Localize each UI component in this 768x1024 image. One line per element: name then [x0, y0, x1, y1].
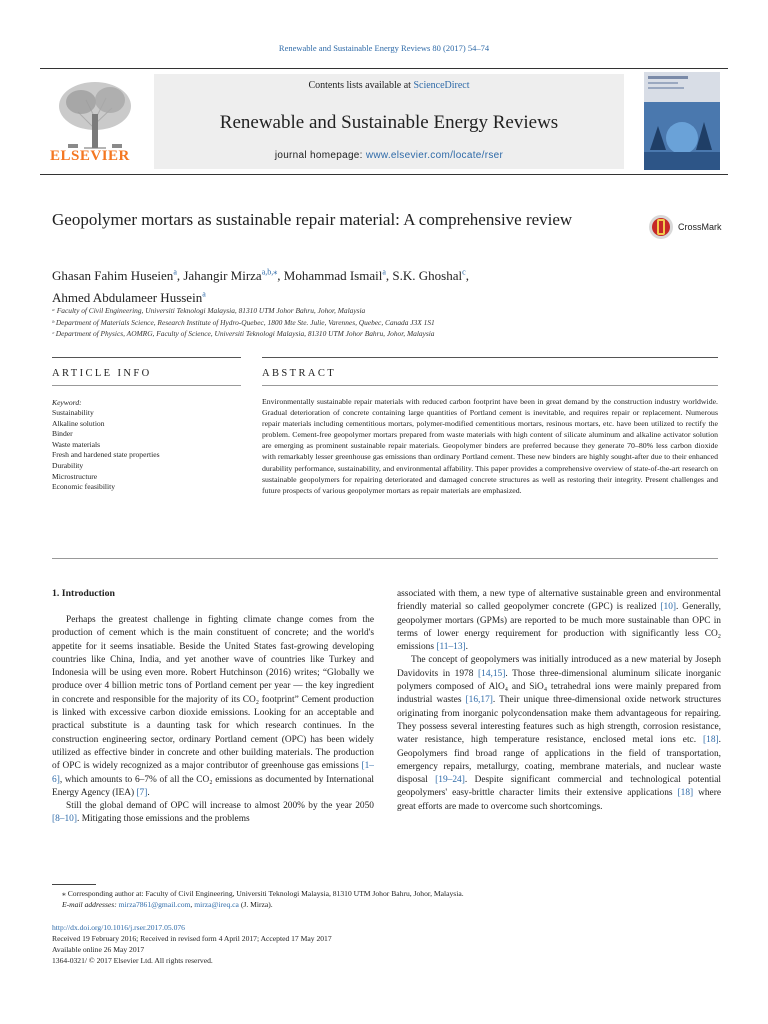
citation-link[interactable]: [14,15]: [478, 668, 506, 679]
author-affiliation-mark[interactable]: a: [173, 268, 177, 277]
header-top-rule: [40, 68, 728, 69]
body-text: .: [465, 642, 469, 653]
email-line: [52, 899, 712, 910]
section-heading-introduction: 1. Introduction: [52, 588, 115, 599]
author-separator: ,: [385, 268, 393, 284]
body-text: , which amounts to 6–7% of all the CO₂ emissions as documented by International Energy Agency (IEA): [52, 774, 374, 798]
keyword-item: Durability: [52, 460, 84, 470]
crossmark-label: CrossMark: [678, 222, 722, 232]
body-text: . Generally, geopolymer mortars (GPMs) are reported to be much more sustainable than OPC in terms of lower energy requirement for production with significantly less CO₂ emissions: [397, 602, 721, 653]
body-text: The concept of geopolymers was initially introduced as a new material by Joseph Davidovits in 1978: [397, 655, 721, 679]
author-affiliation-mark[interactable]: c: [462, 268, 466, 277]
abstract-heading: ABSTRACT: [262, 368, 337, 379]
body-text: . Mitigating those emissions and the problems: [77, 814, 250, 825]
footnote: [52, 888, 712, 910]
body-column-right: [397, 588, 721, 814]
body-text: . Those three-dimensional aluminum silicate inorganic polymers composed of AlO₄ and SiO₄ tetrahedral ions were mainly prepared from industrial wastes: [397, 668, 722, 706]
email-link[interactable]: mirza@ireq.ca: [194, 900, 239, 909]
email-suffix: (J. Mirza).: [238, 900, 273, 909]
body-text: associated with them, a new type of alternative sustainable green and environmental friendly material so called geopolymer concrete (GPC) is realized: [397, 589, 721, 613]
author-separator: ,: [176, 268, 184, 284]
abstract-text: Environmentally sustainable repair materials with reduced carbon footprint have been in great demand by the construction industry worldwide. Gradual deterioration of concrete containing large quantities of Portland cement is inevitable, and requires repair or replacement. Numerous repair materials including cementitious mortars, polymer-modified cementitious mortars, resinous mortars, etc. have been utilized to rectify the problem. Cement-free geopolymer mortars prepared from waste materials with high content of silicate aluminum and alkaline activator solution are emerging as prominent sustainable repair materials. Geopolymer binders are preferred because they generate 70–80% less carbon dioxide with remarkably lesser greenhouse gas emissions than ordinary Portland cement. These new binders are highly sought-after due to their enhanced durability performance, sustainability, and environmental affability. This paper provides a comprehensive overview of state-of-the-art research on sustainable geopolymers for repairing deteriorated and damaged concrete structures as well as restoring their integrity. Present challenges and future prospects of various geopolymer mortars as repair materials are emphasized.: [262, 397, 718, 495]
keyword-list: [52, 408, 160, 493]
journal-citation[interactable]: Renewable and Sustainable Energy Reviews 80 (2017) 54–74: [278, 43, 490, 53]
keyword-item: Sustainability: [52, 408, 94, 417]
citation-link[interactable]: [11–13]: [436, 642, 466, 653]
footnote-rule: [52, 884, 96, 885]
citation-link[interactable]: [10]: [660, 602, 677, 613]
front-matter-bottom-rule: [52, 558, 718, 559]
email-label: E-mail addresses:: [62, 900, 119, 909]
body-paragraph: [397, 654, 721, 814]
author-separator: ,: [277, 268, 284, 284]
affiliation-a: ᵃ Faculty of Civil Engineering, Universiti Teknologi Malaysia, 81310 UTM Johor Bahru, Johor, Malaysia: [52, 306, 366, 315]
abstract-rule: [262, 385, 718, 386]
journal-cover-thumbnail[interactable]: [644, 72, 720, 170]
author-name: S.K. Ghoshal: [392, 268, 463, 284]
keyword-label: Keyword:: [52, 398, 82, 407]
copyright: 1364-0321/ © 2017 Elsevier Ltd. All rights reserved.: [52, 956, 213, 965]
received-dates: Received 19 February 2016; Received in revised form 4 April 2017; Accepted 17 May 2017: [52, 934, 332, 943]
affiliation-c: ᶜ Department of Physics, AOMRG, Faculty of Science, Universiti Teknologi Malaysia, 81310 UTM Johor Bahru, Johor, Malaysia: [52, 329, 435, 338]
sciencedirect-link[interactable]: ScienceDirect: [413, 80, 470, 91]
article-metadata: [52, 922, 452, 966]
body-paragraph: [52, 800, 374, 827]
journal-title: Renewable and Sustainable Energy Reviews: [219, 112, 559, 133]
author[interactable]: [52, 290, 206, 305]
keyword-item: Economic feasibility: [52, 482, 116, 492]
body-text: where great efforts are made to overcome such shortcomings.: [397, 788, 721, 812]
body-text: . Geopolymers find broad range of applications in the field of transportation, emergency repairs, metallurgy, coating, membrane materials, and nuclear waste disposal: [397, 735, 721, 786]
author[interactable]: [392, 268, 469, 283]
citation-link[interactable]: [18]: [703, 735, 719, 746]
article-info-top-rule: [52, 357, 241, 358]
citation-link[interactable]: [8–10]: [52, 814, 77, 825]
journal-header: [40, 68, 728, 175]
author-affiliation-mark[interactable]: a,b,⁎: [261, 268, 278, 277]
email-link[interactable]: mirza7861@gmail.com: [118, 900, 191, 909]
affiliation-b: ᵇ Department of Materials Science, Research Institute of Hydro-Quebec, 1800 Mte Ste. Julie, Varennes, Quebec, Canada J3X 1S1: [52, 318, 435, 327]
article-info-rule: [52, 385, 241, 386]
article-title: Geopolymer mortars as sustainable repair material: A comprehensive review: [52, 210, 573, 229]
citation-link[interactable]: [1–6]: [52, 761, 374, 785]
author[interactable]: [284, 268, 393, 283]
body-text: Perhaps the greatest challenge in fighting climate change comes from the production of cement which is the main constituent of concrete; and the world's appetite for it seems insatiable. Beside the United States fast-growing developing countries like China, India, and yet another wave of countries like Turkey and Indonesia will be using even more. Robert Hutchinson (2016) writes; “Globally we produce over 4 billion metric tons of Portland cement per year — the key ingredient in concrete and responsible for the majority of its CO₂ footprint” Cement production is linked with excessive carbon dioxide emissions. Looking for an acceptable and practical substitute is a daunting task for which research continues. In the construction engineering sector, ordinary Portland cement (OPC) has been widely utilized as effective binder in concrete and other building materials. The production of OPC is widely recognized as a major contributor of greenhouse gas emissions: [52, 615, 374, 772]
header-bottom-rule: [40, 174, 728, 175]
crossmark-badge[interactable]: [648, 213, 728, 241]
body-text: .: [147, 787, 150, 798]
author-name: Ahmed Abdulameer Hussein: [52, 289, 203, 305]
email-separator: ,: [190, 900, 195, 909]
corresponding-author-note: ⁎ Corresponding author at: Faculty of Civil Engineering, Universiti Teknologi Malaysia, 81310 UTM Johor Bahru, Johor, Malaysia.: [62, 889, 464, 898]
citation-link[interactable]: [19–24]: [435, 775, 465, 786]
author-name: Ghasan Fahim Huseien: [52, 268, 174, 284]
journal-homepage: [154, 150, 624, 161]
author[interactable]: [183, 268, 283, 283]
body-text: . Their unique three-dimensional oxide network structures originating from inorganic polycondensation make them advantageous for repairing. They possess several interesting features such as high strength, corrosion resistance, water resistance, high temperature resistance, enclosed metal ions etc.: [397, 695, 721, 746]
abstract-top-rule: [262, 357, 718, 358]
homepage-link[interactable]: www.elsevier.com/locate/rser: [365, 150, 504, 161]
crossmark-icon: [648, 213, 674, 241]
body-text: . Despite significant commercial and technological potential geopolymers' easy-brittle character limits their extensive applications: [397, 775, 721, 799]
author-separator: ,: [465, 268, 469, 284]
elsevier-wordmark: ELSEVIER: [50, 148, 130, 164]
citation-link[interactable]: [16,17]: [465, 695, 493, 706]
author-name: Mohammad Ismail: [283, 268, 383, 284]
keyword-item: Binder: [52, 429, 73, 439]
body-paragraph: [52, 614, 374, 800]
body-text: Still the global demand of OPC will increase to almost 200% by the year 2050: [66, 801, 374, 812]
homepage-label: journal homepage:: [274, 150, 366, 161]
keyword-item: Alkaline solution: [52, 418, 105, 428]
citation-link[interactable]: [18]: [677, 788, 694, 799]
keyword-item: Microstructure: [52, 471, 98, 481]
author-list: [52, 264, 712, 307]
article-info-heading: ARTICLE INFO: [52, 368, 152, 379]
contents-line: [154, 80, 624, 91]
author-affiliation-mark[interactable]: a: [382, 268, 386, 277]
author-affiliation-mark[interactable]: a: [202, 289, 206, 299]
body-column-left: [52, 614, 374, 827]
author-name: Jahangir Mirza: [183, 268, 262, 284]
body-paragraph: [397, 588, 721, 654]
keyword-item: Waste materials: [52, 439, 101, 449]
doi-link[interactable]: http://dx.doi.org/10.1016/j.rser.2017.05.076: [52, 923, 185, 932]
available-online: Available online 26 May 2017: [52, 945, 145, 954]
citation-link[interactable]: [7]: [136, 787, 148, 798]
contents-prefix: Contents lists available at: [308, 80, 414, 91]
author[interactable]: [52, 268, 183, 283]
keyword-item: Fresh and hardened state properties: [52, 450, 160, 460]
